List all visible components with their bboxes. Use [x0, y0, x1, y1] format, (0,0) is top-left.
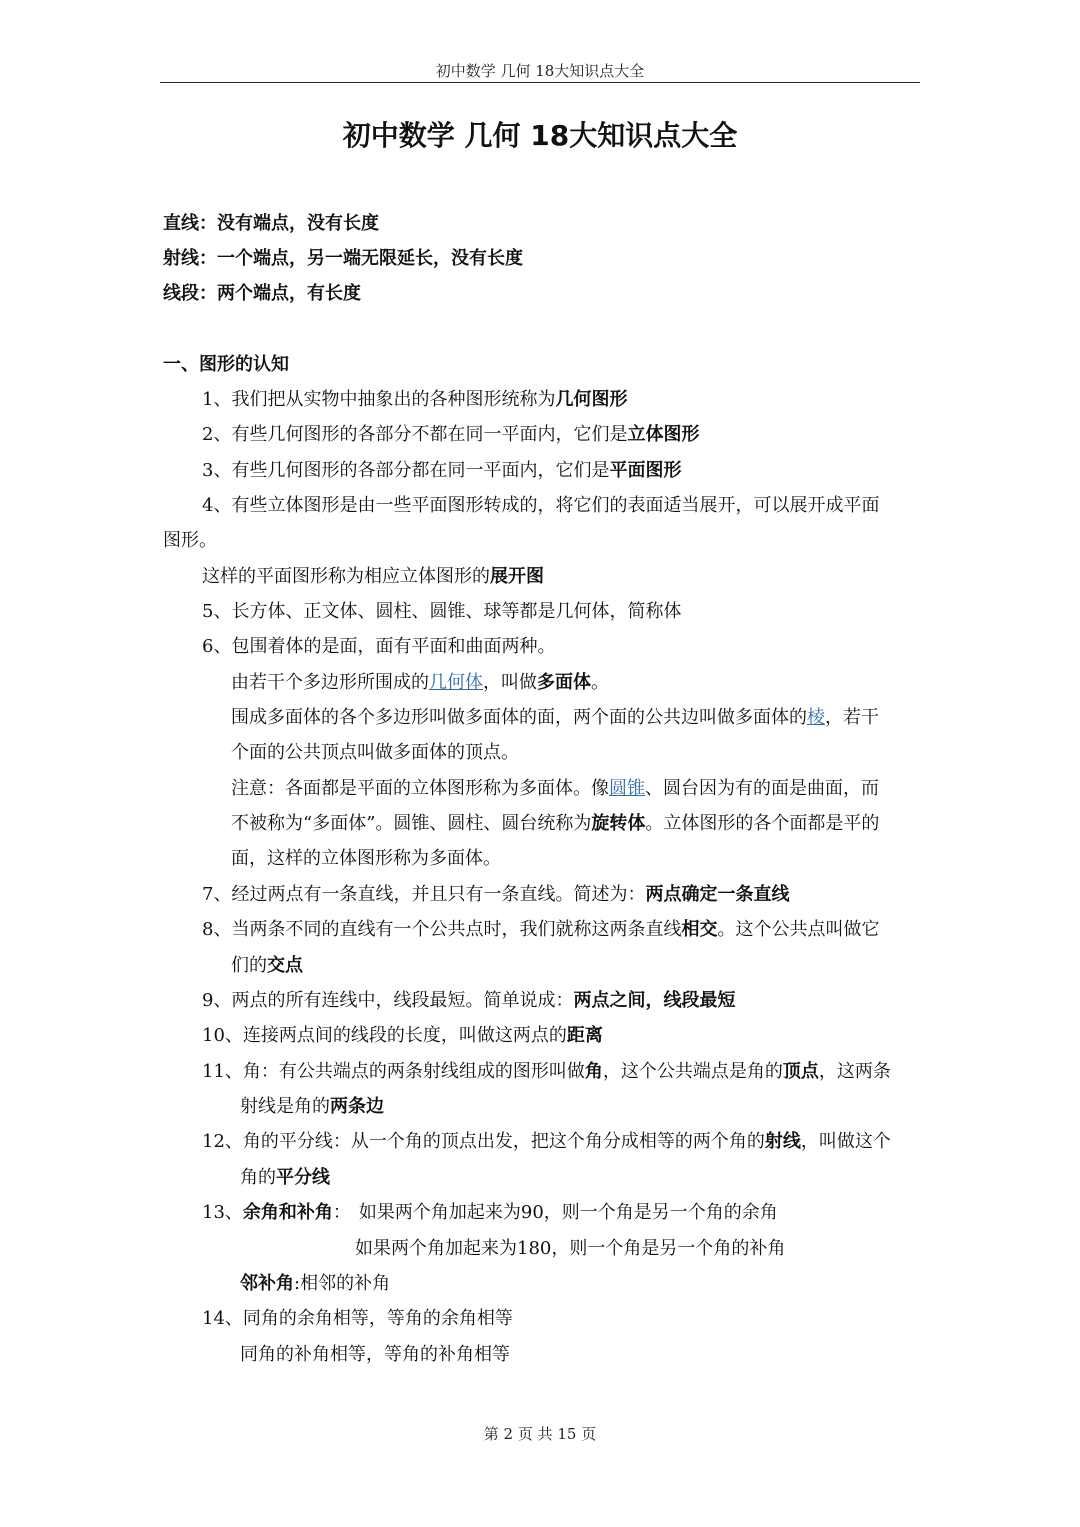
list-item: 10、连接两点间的线段的长度，叫做这两点的距离	[202, 1025, 603, 1046]
list-item-continuation: 不被称为“多面体”。圆锥、圆柱、圆台统称为旋转体。立体图形的各个面都是平的	[231, 813, 880, 834]
list-item: 13、余角和补角： 如果两个角加起来为90，则一个角是另一个角的余角	[202, 1202, 778, 1223]
list-item: 14、同角的余角相等，等角的余角相等	[202, 1308, 513, 1329]
def-line: 直线：没有端点，没有长度	[163, 213, 379, 234]
def-segment: 线段：两个端点，有长度	[163, 283, 361, 304]
list-item: 3、有些几何图形的各部分都在同一平面内，它们是平面图形	[202, 460, 682, 481]
list-item-continuation: 角的平分线	[240, 1167, 330, 1188]
list-item-continuation: 同角的补角相等，等角的补角相等	[240, 1344, 510, 1365]
list-item-continuation: 面，这样的立体图形称为多面体。	[231, 848, 501, 869]
list-item-continuation: 们的交点	[231, 955, 303, 976]
link-cone[interactable]: 圆锥	[609, 778, 645, 799]
list-item-continuation: 如果两个角加起来为180，则一个角是另一个角的补角	[355, 1238, 786, 1259]
list-item-continuation: 由若干个多边形所围成的几何体，叫做多面体。	[231, 672, 609, 693]
list-item: 8、当两条不同的直线有一个公共点时，我们就称这两条直线相交。这个公共点叫做它	[202, 919, 880, 940]
list-item-continuation: 射线是角的两条边	[240, 1096, 384, 1117]
list-item: 12、角的平分线：从一个角的顶点出发，把这个角分成相等的两个角的射线，叫做这个	[202, 1131, 891, 1152]
section-heading: 一、图形的认知	[163, 354, 289, 375]
page-header: 初中数学 几何 18大知识点大全	[160, 62, 920, 83]
link-edge[interactable]: 棱	[807, 707, 825, 728]
list-item-continuation: 这样的平面图形称为相应立体图形的展开图	[202, 566, 544, 587]
list-item: 5、长方体、正文体、圆柱、圆锥、球等都是几何体，简称体	[202, 601, 682, 622]
page-number: 第 2 页 共 15 页	[483, 1425, 597, 1443]
list-item-continuation: 围成多面体的各个多边形叫做多面体的面，两个面的公共边叫做多面体的棱，若干	[231, 707, 879, 728]
def-ray: 射线：一个端点，另一端无限延长，没有长度	[163, 248, 523, 269]
list-item: 4、有些立体图形是由一些平面图形转成的，将它们的表面适当展开，可以展开成平面	[202, 495, 880, 516]
list-item: 2、有些几何图形的各部分不都在同一平面内，它们是立体图形	[202, 424, 700, 445]
list-item-continuation: 注意：各面都是平面的立体图形称为多面体。像圆锥、圆台因为有的面是曲面，而	[231, 778, 879, 799]
list-item-continuation: 邻补角:相邻的补角	[240, 1273, 391, 1294]
list-item: 11、角：有公共端点的两条射线组成的图形叫做角，这个公共端点是角的顶点，这两条	[202, 1061, 891, 1082]
document-title: 初中数学 几何 18大知识点大全	[342, 119, 738, 152]
list-item: 6、包围着体的是面，面有平面和曲面两种。	[202, 636, 556, 657]
link-polyhedron[interactable]: 几何体	[429, 672, 483, 693]
list-item-continuation: 个面的公共顶点叫做多面体的顶点。	[231, 742, 519, 763]
list-item: 9、两点的所有连线中，线段最短。简单说成：两点之间，线段最短	[202, 990, 736, 1011]
list-item: 7、经过两点有一条直线，并且只有一条直线。简述为：两点确定一条直线	[202, 884, 790, 905]
list-item-continuation: 图形。	[163, 530, 217, 551]
list-item: 1、我们把从实物中抽象出的各种图形统称为几何图形	[202, 389, 628, 410]
